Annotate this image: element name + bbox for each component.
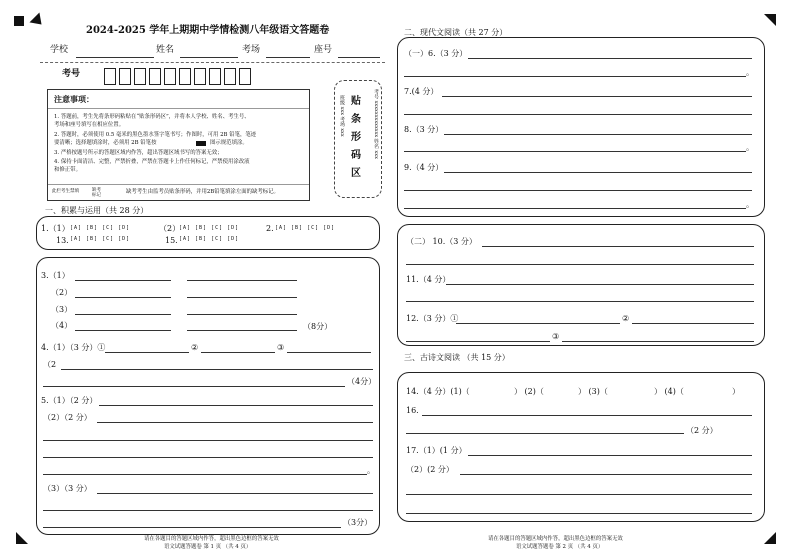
barcode-area — [334, 80, 382, 198]
q4-answer-4[interactable] — [61, 369, 373, 370]
notice-title: 注意事项： — [54, 94, 94, 104]
q5-answer[interactable] — [43, 474, 367, 475]
q14-2-label: ） (2)（ — [514, 387, 544, 396]
exam-no-digit-box[interactable] — [104, 68, 116, 85]
school-label: 学校 — [50, 45, 69, 55]
section3-title: 三、古诗文阅读 （共 15 分） — [404, 353, 510, 362]
absent-text: 缺考考生由监考员贴条形码，并用2B铅笔填涂左面的缺考标记。 — [126, 189, 279, 195]
q4-score: （4分） — [347, 377, 377, 386]
footer-left-1: 请在各题目的答题区域内作答，超出黑色边框的答案无效 — [144, 536, 279, 542]
exam-no-digit-box[interactable] — [149, 68, 161, 85]
q5-answer[interactable] — [43, 527, 341, 528]
q3-answer[interactable] — [75, 280, 171, 281]
q11-label: 11.（4 分） — [406, 275, 451, 284]
footer-left-2: 语文试题答题卷 第 1 页 （共 4 页） — [164, 544, 252, 550]
exam-no-digit-box[interactable] — [194, 68, 206, 85]
q8-answer[interactable] — [444, 134, 752, 135]
q6-label: （一）6.（3 分） — [404, 49, 468, 58]
q3-answer[interactable] — [187, 330, 297, 331]
seat-field[interactable] — [338, 57, 380, 58]
q6-answer[interactable] — [468, 58, 752, 59]
barcode-char: 条 — [351, 114, 361, 125]
q4-2-label: （2 — [43, 360, 57, 369]
q16-score: （2 分） — [686, 426, 718, 435]
q5-dot: 。 — [367, 466, 375, 475]
exam-no-digit-box[interactable] — [134, 68, 146, 85]
section2-title: 二、现代文阅读（共 27 分） — [404, 28, 508, 37]
modern-reading-box-2 — [397, 224, 765, 346]
q14-4-label: ） (4)（ — [654, 387, 684, 396]
classical-reading-box — [397, 372, 765, 522]
notice-item: 图示规范填涂。 — [210, 140, 248, 146]
q6-answer[interactable] — [404, 76, 746, 77]
q5-answer[interactable] — [43, 440, 373, 441]
barcode-char: 区 — [351, 168, 361, 179]
q6-dot: 。 — [746, 68, 754, 77]
q2-options[interactable]: [A] [B] [C] [D] — [179, 225, 240, 231]
barcode-char: 形 — [351, 132, 361, 143]
q16-answer[interactable] — [422, 415, 752, 416]
notice-item: 考场和座号填写在相应位置。 — [54, 122, 125, 128]
q5-2-label: （2）（2 分） — [43, 413, 92, 422]
corner-mark-tl — [14, 16, 24, 26]
q5-answer[interactable] — [43, 457, 373, 458]
q10-answer[interactable] — [482, 246, 754, 247]
q8-dot: 。 — [746, 143, 754, 152]
q17-answer[interactable] — [406, 513, 752, 514]
exam-no-digit-box[interactable] — [119, 68, 131, 85]
q4-answer-3[interactable] — [287, 352, 371, 353]
page-title: 2024-2025 学年上期期中学情检测八年级语文答题卷 — [86, 25, 330, 36]
modern-reading-box-1 — [397, 37, 765, 217]
q5-answer[interactable] — [97, 493, 373, 494]
q5-answer[interactable] — [99, 405, 373, 406]
q7-answer[interactable] — [442, 96, 752, 97]
q5-answer[interactable] — [97, 422, 373, 423]
q3-answer[interactable] — [187, 280, 297, 281]
q11-answer[interactable] — [446, 284, 754, 285]
q10-answer[interactable] — [406, 264, 754, 265]
q3-2-label: （2） — [51, 288, 73, 297]
exam-no-digit-box[interactable] — [224, 68, 236, 85]
q12-c-label: ③ — [552, 332, 560, 341]
q17-answer[interactable] — [468, 455, 752, 456]
q7-label: 7.(4 分） — [404, 87, 439, 96]
school-field[interactable] — [76, 57, 154, 58]
q11-answer[interactable] — [406, 301, 754, 302]
seat-label: 座号 — [314, 45, 333, 55]
notice-item: 要清晰；选择题填涂时，必须用 2B 铅笔按 — [54, 140, 157, 146]
exam-no-digit-box[interactable] — [239, 68, 251, 85]
q4-answer-2[interactable] — [201, 352, 275, 353]
q12-answer-4[interactable] — [562, 341, 754, 342]
name-field[interactable] — [180, 57, 238, 58]
q2b-label: 2. — [266, 224, 274, 233]
q2-label: （2） — [159, 224, 181, 233]
absent-mark[interactable]: 缺考标记 — [92, 188, 101, 198]
q4-label: 4.（1）（3 分）① — [41, 343, 106, 352]
q13-options[interactable]: [A] [B] [C] [D] — [70, 236, 131, 242]
q3-answer[interactable] — [187, 297, 297, 298]
notice-item: 1. 答题前，考生先将条形码粘贴在“贴条形码区”，并将本人学校、姓名、考生号、 — [54, 114, 250, 120]
q12-answer-2[interactable] — [632, 323, 754, 324]
q8-label: 8.（3 分） — [404, 125, 444, 134]
room-field[interactable] — [266, 57, 310, 58]
q7-answer[interactable] — [404, 114, 752, 115]
q9-answer[interactable] — [404, 190, 752, 191]
q4-b-label: ② — [191, 343, 199, 352]
notice-item: 3. 严格按题号所示的答题区域内作答，超出答题区域书写的答案无效； — [54, 150, 223, 156]
q12-label: 12.（3 分）① — [406, 314, 459, 323]
room-label: 考场 — [242, 45, 261, 55]
q9-answer[interactable] — [404, 208, 746, 209]
mc-box — [36, 216, 380, 250]
exam-no-digit-box[interactable] — [209, 68, 221, 85]
q16-label: 16. — [406, 406, 419, 415]
barcode-char: 码 — [351, 150, 361, 161]
q5-score: （3分） — [343, 518, 373, 527]
q4-answer-1[interactable] — [105, 352, 189, 353]
q14-label: 14.（4 分）(1)（ — [406, 387, 470, 396]
q4-answer-5[interactable] — [43, 386, 345, 387]
q5-3-label: （3）（3 分） — [43, 484, 92, 493]
q17-answer[interactable] — [460, 474, 752, 475]
q8-answer[interactable] — [404, 151, 746, 152]
absent-row — [48, 184, 309, 201]
q5-label: 5.（1）（2 分） — [41, 396, 98, 405]
q1-label: 1.（1） — [41, 224, 70, 233]
q3-answer[interactable] — [75, 297, 171, 298]
corner-mark-bl — [16, 532, 28, 544]
q3-label: 3.（1） — [41, 271, 70, 280]
q3-score: （8分） — [303, 322, 333, 331]
q3-answer[interactable] — [75, 314, 171, 315]
footer-right-1: 请在各题目的答题区域内作答，超出黑色边框的答案无效 — [488, 536, 623, 542]
q14-end: ） — [732, 387, 740, 396]
corner-mark-tl2 — [30, 13, 47, 30]
q9-answer[interactable] — [444, 172, 752, 173]
q12-answer-1[interactable] — [456, 323, 620, 324]
q17-2-label: （2）(2 分） — [406, 465, 454, 474]
q1-options[interactable]: [A] [B] [C] [D] — [70, 225, 131, 231]
header-divider — [40, 62, 385, 63]
q12-answer-3[interactable] — [406, 341, 550, 342]
notice-item: 和修正带。 — [54, 167, 81, 173]
q3-answer[interactable] — [75, 330, 171, 331]
q3-4-label: （4） — [51, 321, 73, 330]
q15-options[interactable]: [A] [B] [C] [D] — [179, 236, 240, 242]
q9-dot: 。 — [746, 200, 754, 209]
q9-label: 9.（4 分） — [404, 163, 444, 172]
barcode-side-right: 考号 xxxxxxxxxxxxx 姓名 xxx — [373, 89, 379, 159]
section1-title: 一、积累与运用（共 28 分） — [45, 206, 149, 215]
q13-label: 13. — [56, 236, 69, 245]
exam-no-digit-box[interactable] — [179, 68, 191, 85]
name-label: 姓名 — [156, 45, 175, 55]
q12-b-label: ② — [622, 314, 630, 323]
notice-item: 2. 答题时，必须使用 0.5 毫米的黑色墨水签字笔书写；作图时，可用 2B 铅笔，笔迹 — [54, 132, 257, 138]
q2b-options[interactable]: [A] [B] [C] [D] — [275, 225, 336, 231]
notice-box — [47, 89, 310, 201]
q17-answer[interactable] — [406, 494, 752, 495]
barcode-side-left: 班级 xxx 考场 xxx — [339, 95, 345, 137]
exam-no-digit-box[interactable] — [164, 68, 176, 85]
corner-mark-br — [764, 532, 776, 544]
q3-answer[interactable] — [187, 314, 297, 315]
notice-divider — [48, 108, 309, 109]
q14-3-label: ） (3)（ — [578, 387, 608, 396]
q16-answer[interactable] — [406, 433, 684, 434]
q3-q5-box — [36, 257, 380, 535]
notice-item: 4. 保持卡面清洁、完整，严禁折叠，严禁在答题卡上作任何标记，严禁使用涂改液 — [54, 159, 250, 165]
exam-no-label: 考号 — [62, 69, 81, 79]
q10-label: （二） 10.（3 分） — [406, 237, 477, 246]
footer-right-2: 语文试题答题卷 第 2 页 （共 4 页） — [516, 544, 604, 550]
q4-c-label: ③ — [277, 343, 285, 352]
barcode-char: 贴 — [351, 96, 361, 107]
corner-mark-tr — [764, 14, 776, 26]
q3-3-label: （3） — [51, 305, 73, 314]
absent-label: 此栏考生禁填 — [52, 189, 79, 194]
q5-answer[interactable] — [43, 510, 373, 511]
fill-sample-icon — [196, 141, 206, 146]
q17-label: 17.（1）(1 分） — [406, 446, 467, 455]
q15-label: 15. — [165, 236, 178, 245]
